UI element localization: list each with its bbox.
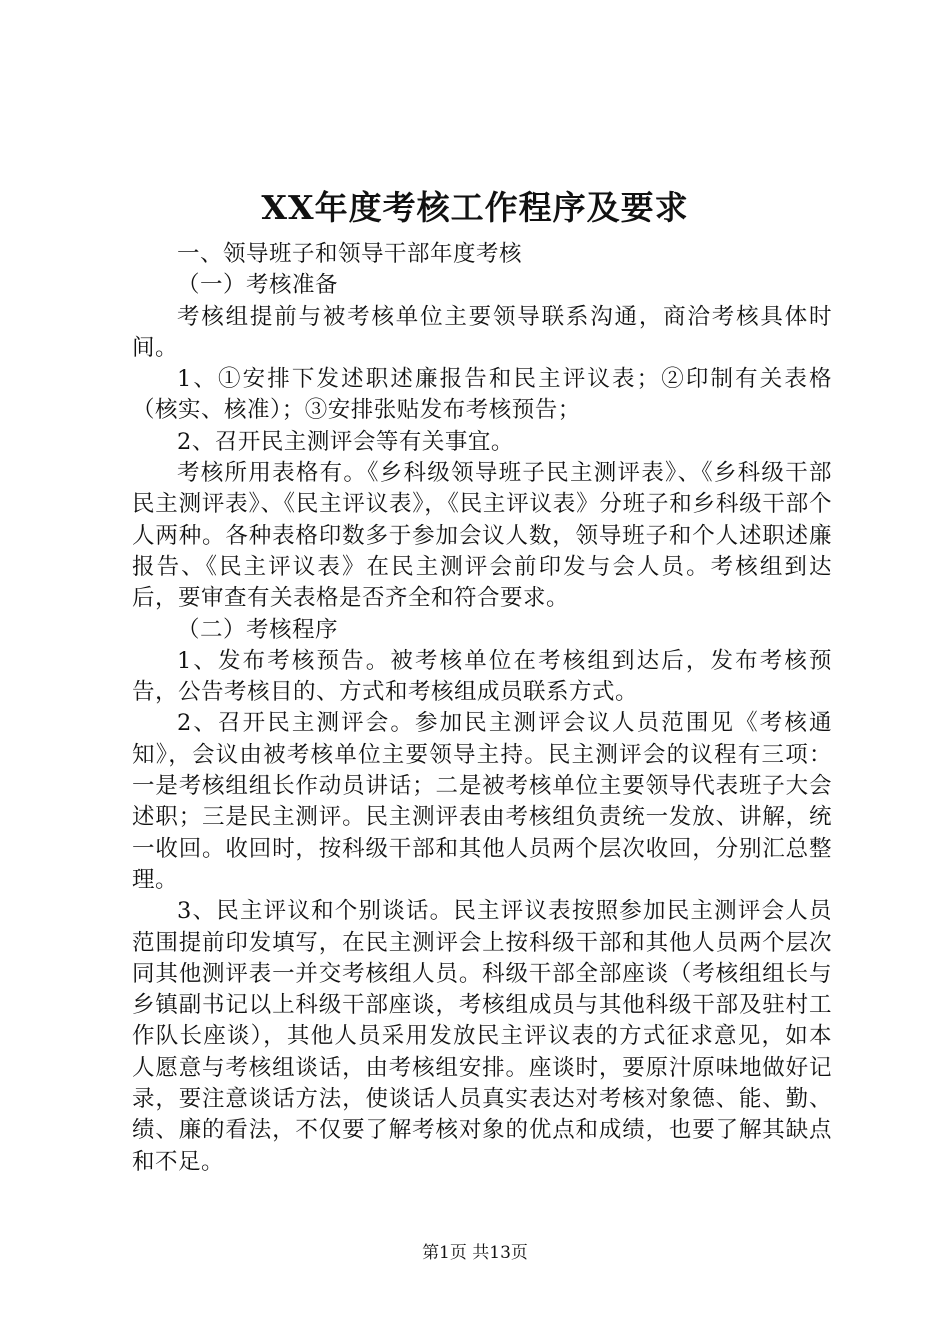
paragraph: 3、民主评议和个别谈话。民主评议表按照参加民主测评会人员范围提前印发填写，在民主测评会上按科级干部和其他人员两个层次同其他测评表一并交考核组人员。科级干部全部座谈（考核组组长与乡镇副书记以上科级干部座谈，考核组成员与其他科级干部及驻村工作队长座谈），其他人员采用发放民主评议表的方式征求意见，如本人愿意与考核组谈话，由考核组安排。座谈时，要原汁原味地做好记录，要注意谈话方法，使谈话人员真实表达对考核对象德、能、勤、绩、廉的看法，不仅要了解考核对象的优点和成绩，也要了解其缺点和不足。: [132, 898, 832, 1175]
document-title: XX年度考核工作程序及要求: [261, 188, 689, 227]
subsection-heading: （二）考核程序: [177, 616, 339, 643]
page-footer: 第1页 共13页: [422, 1243, 528, 1263]
paragraph: 1、发布考核预告。被考核单位在考核组到达后，发布考核预告，公告考核目的、方式和考核组成员联系方式。: [132, 647, 832, 706]
paragraph: 2、召开民主测评会。参加民主测评会议人员范围见《考核通知》，会议由被考核单位主要领导主持。民主测评会的议程有三项：一是考核组组长作动员讲话；二是被考核单位主要领导代表班子大会述职；三是民主测评。民主测评表由考核组负责统一发放、讲解，统一收回。收回时，按科级干部和其他人员两个层次收回，分别汇总整理。: [132, 710, 832, 893]
paragraph: 1、①安排下发述职述廉报告和民主评议表；②印制有关表格（核实、核准）；③安排张贴发布考核预告；: [132, 366, 832, 424]
paragraph: 2、召开民主测评会等有关事宜。: [177, 428, 514, 455]
paragraph: 考核组提前与被考核单位主要领导联系沟通，商洽考核具体时间。: [132, 303, 832, 361]
subsection-heading: （一）考核准备: [177, 272, 339, 299]
paragraph: 考核所用表格有。《乡科级领导班子民主测评表》、《乡科级干部民主测评表》、《民主评议表》，《民主评议表》分班子和乡科级干部个人两种。各种表格印数多于参加会议人数，领导班子和个人述职述廉报告、《民主评议表》在民主测评会前印发与会人员。考核组到达后，要审查有关表格是否齐全和符合要求。: [132, 460, 832, 612]
section-heading: 一、领导班子和领导干部年度考核: [177, 241, 523, 267]
document-body: [132, 239, 832, 1178]
